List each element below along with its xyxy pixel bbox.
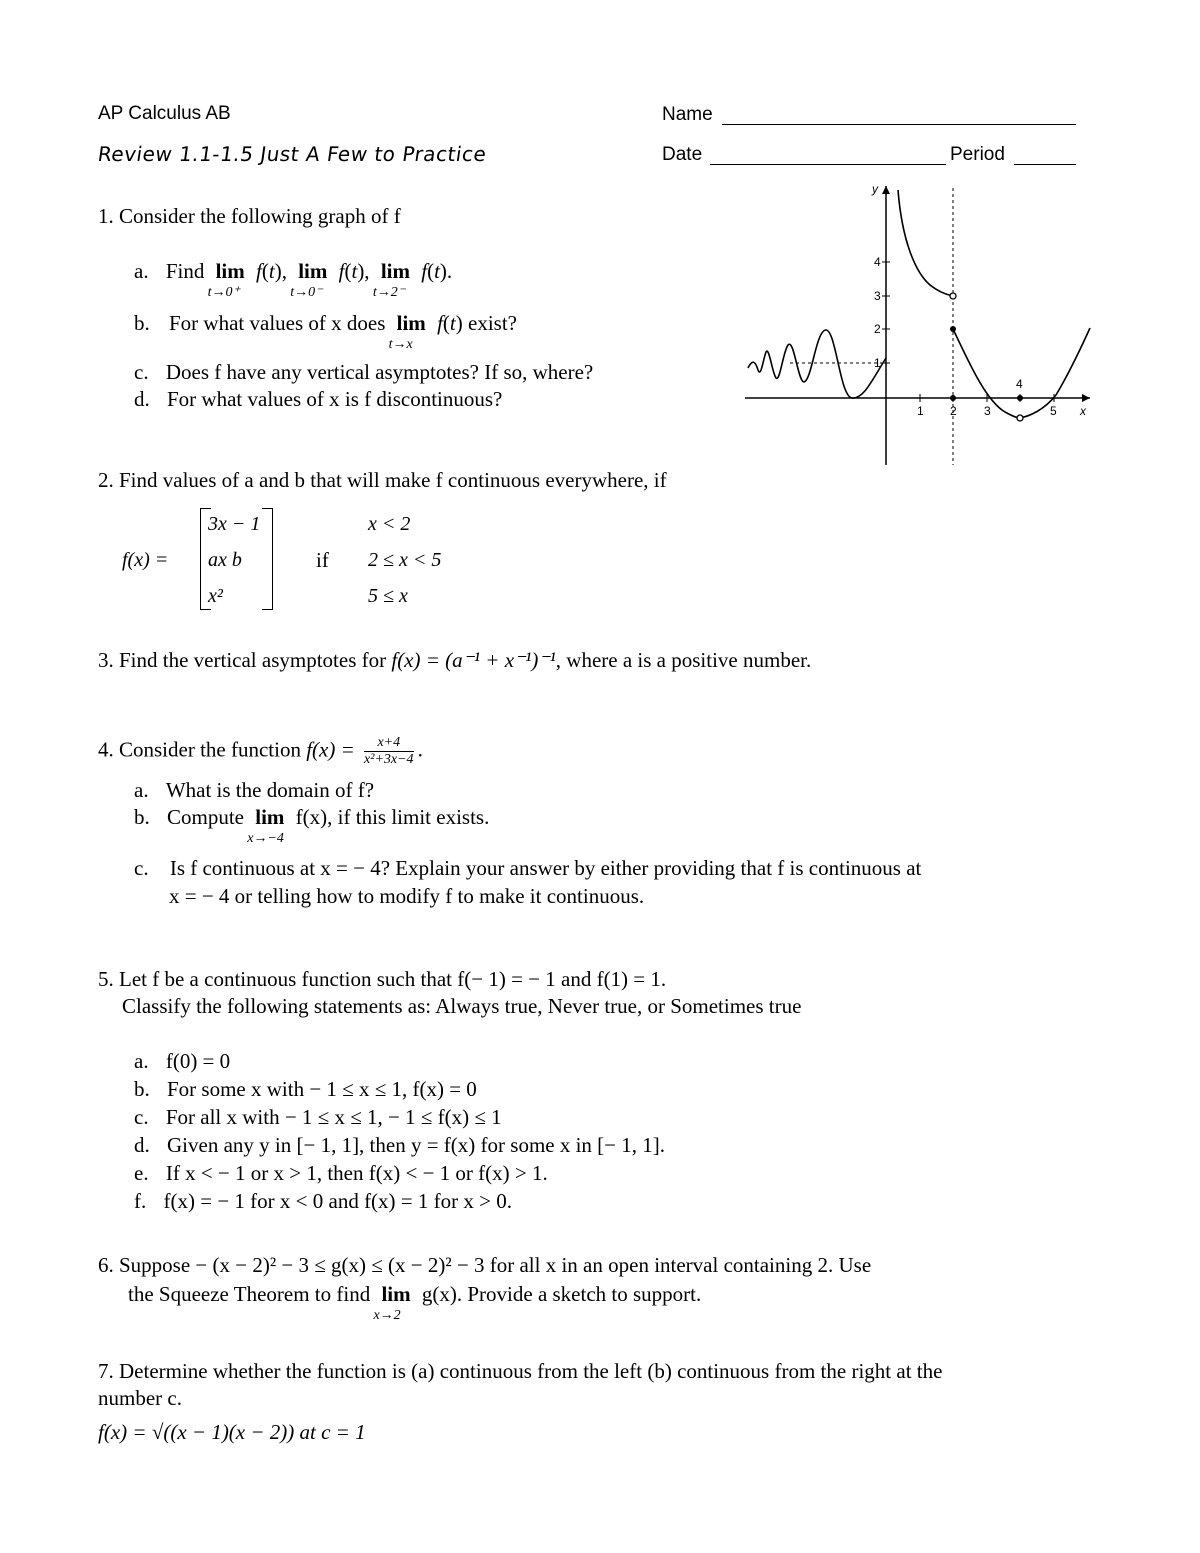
q4-lhs: f(x) =	[306, 737, 355, 762]
oscillating-curve	[748, 330, 886, 398]
x-axis-arrow	[1082, 394, 1090, 402]
y-tick-label: 2	[874, 322, 881, 336]
q5-item-label: d.	[134, 1133, 150, 1157]
q5-stem1: 5. Let f be a continuous function such that f(− 1) = − 1 and f(1) = 1.	[98, 967, 667, 991]
cond-1: x < 2	[368, 513, 411, 535]
lim-word: lim	[298, 259, 328, 283]
q6-line2b: g(x). Provide a sketch to support.	[421, 1282, 702, 1306]
q1c	[134, 358, 593, 386]
q6-line1: 6. Suppose − (x − 2)² − 3 ≤ g(x) ≤ (x − 2)² − 3 for all x in an open interval containing 2. Use	[98, 1253, 872, 1277]
x-tick-label: 5	[1050, 404, 1057, 418]
y-axis-label: y	[872, 182, 878, 196]
q5-item-text: If x < − 1 or x > 1, then f(x) < − 1 or f(x) > 1.	[165, 1161, 548, 1185]
period-blank[interactable]	[1014, 144, 1076, 165]
q4a-label: a.	[134, 778, 149, 802]
q4-denominator: x²+3x−4	[364, 752, 414, 767]
q1a-text: Find	[165, 259, 205, 283]
q4-fraction	[364, 735, 414, 768]
cond-2: 2 ≤ x < 5	[368, 549, 442, 571]
q4b	[134, 803, 490, 846]
q5-item-label: a.	[134, 1049, 149, 1073]
if-word: if	[316, 548, 329, 572]
q1b: b. For what values of x does lim t→x f(t) exist?	[134, 309, 517, 337]
q4c-label: c.	[134, 856, 149, 880]
q5-item	[134, 1047, 230, 1075]
piece-1: 3x − 1	[208, 513, 261, 535]
q5-item-label: e.	[134, 1161, 149, 1185]
closed-point	[950, 395, 956, 401]
q2-stem: 2. Find values of a and b that will make f continuous everywhere, if	[98, 468, 667, 492]
q1d-label: d.	[134, 387, 150, 411]
q7-line3: f(x) = √((x − 1)(x − 2)) at c = 1	[98, 1420, 366, 1444]
date-blank[interactable]	[710, 144, 946, 165]
q3-stem: 3. Find the vertical asymptotes for	[98, 648, 387, 672]
q3	[98, 646, 811, 674]
q5-item	[134, 1187, 512, 1215]
decreasing-branch	[898, 190, 953, 296]
q4c-text1: Is f continuous at x = − 4? Explain your answer by either providing that f is continuous at	[169, 856, 922, 880]
q1c-text: Does f have any vertical asymptotes? If so, where?	[165, 360, 594, 384]
point-label: 4	[1016, 377, 1023, 391]
q4c	[134, 854, 921, 882]
lim-word: lim	[381, 1282, 411, 1306]
lim-sub-6: x→2	[373, 1308, 401, 1323]
q7-line1: 7. Determine whether the function is (a) continuous from the left (b) continuous from the right at the	[98, 1359, 943, 1383]
q1b-end: exist?	[468, 311, 517, 335]
course-title: AP Calculus AB	[98, 103, 231, 124]
q5-item	[134, 1159, 548, 1187]
worksheet-subtitle: Review 1.1-1.5 Just A Few to Practice	[96, 142, 489, 166]
y-tick-label: 4	[874, 255, 881, 269]
open-point	[950, 293, 956, 299]
q1b-text: For what values of x does	[169, 311, 386, 335]
q5-item-text: f(x) = − 1 for x < 0 and f(x) = 1 for x > 0.	[163, 1189, 512, 1213]
lim-sub-3: t→2⁻	[372, 285, 406, 300]
q4c-line2: x = − 4 or telling how to modify f to make it continuous.	[169, 884, 645, 908]
x-tick-label: 1	[917, 404, 924, 418]
lim-word: lim	[255, 805, 285, 829]
q1a: a. Find lim t→0⁺ f(t), lim t→0⁻ f(t), lim t→2⁻ f(t).	[134, 257, 452, 285]
q4b-label: b.	[134, 805, 150, 829]
function-graph	[740, 178, 1100, 470]
q1b-label: b.	[134, 311, 150, 335]
q5-item	[134, 1075, 477, 1103]
q4a	[134, 776, 374, 804]
y-axis-arrow	[882, 186, 890, 194]
q5-item-text: For some x with − 1 ≤ x ≤ 1, f(x) = 0	[167, 1077, 477, 1101]
q4b-end: f(x), if this limit exists.	[295, 805, 490, 829]
q1a-label: a.	[134, 259, 149, 283]
q4-numerator: x+4	[364, 735, 414, 752]
q5-item-label: f.	[134, 1189, 147, 1213]
q4-stem-line: 4. Consider the function f(x) = $\frac{x+4}{\text{x²+3x−4}}$ .	[98, 735, 423, 767]
q5-item-text: For all x with − 1 ≤ x ≤ 1, − 1 ≤ f(x) ≤ 1	[165, 1105, 502, 1129]
y-tick-label: 3	[874, 289, 881, 303]
x-tick-label: 3	[984, 404, 991, 418]
name-blank[interactable]	[722, 104, 1076, 125]
lim-word: lim	[380, 259, 410, 283]
q5-stem2: Classify the following statements as: Always true, Never true, or Sometimes true	[122, 994, 802, 1018]
closed-point	[1017, 395, 1023, 401]
parabola-branch	[953, 328, 1090, 418]
lim-sub-2: t→0⁻	[290, 285, 323, 300]
q5-item	[134, 1131, 665, 1159]
q3-expr: f(x) = (a⁻¹ + x⁻¹)⁻¹	[391, 648, 556, 672]
q1c-label: c.	[134, 360, 149, 384]
date-label: Date	[662, 144, 703, 165]
x-tick-label: 2	[950, 404, 957, 418]
right-brace	[262, 508, 273, 610]
open-point	[1017, 415, 1023, 421]
closed-point	[950, 326, 956, 332]
piece-2: ax b	[208, 549, 242, 571]
q4-stem: 4. Consider the function	[98, 737, 301, 762]
q1-stem: 1. Consider the following graph of f	[98, 204, 401, 228]
lim-word: lim	[396, 311, 426, 335]
q5-item-text: Given any y in [− 1, 1], then y = f(x) for some x in [− 1, 1].	[167, 1133, 666, 1157]
q7-line2: number c.	[98, 1386, 182, 1410]
q3-end: , where a is a positive number.	[555, 648, 812, 672]
q5-item-text: f(0) = 0	[165, 1049, 231, 1073]
lim-sub-1: t→0⁺	[207, 285, 240, 300]
q5-item	[134, 1103, 502, 1131]
q5-item-label: c.	[134, 1105, 149, 1129]
q4a-text: What is the domain of f?	[165, 778, 375, 802]
q4b-text: Compute	[167, 805, 244, 829]
q5-item-label: b.	[134, 1077, 150, 1101]
cond-3: 5 ≤ x	[368, 585, 408, 607]
lim-word: lim	[215, 259, 245, 283]
q1d-text: For what values of x is f discontinuous?	[167, 387, 503, 411]
piece-3: x²	[208, 585, 223, 607]
q2-lhs: f(x) =	[122, 549, 169, 571]
name-label: Name	[662, 104, 713, 125]
lim-sub-b: t→x	[388, 337, 413, 352]
q6-line2	[128, 1280, 702, 1323]
x-axis-label: x	[1080, 404, 1086, 418]
q6-line2a: the Squeeze Theorem to find	[128, 1282, 371, 1306]
lim-sub-4b: x→−4	[247, 831, 284, 846]
period-label: Period	[950, 144, 1005, 165]
q1d	[134, 385, 502, 413]
y-tick-label: 1	[874, 356, 881, 370]
